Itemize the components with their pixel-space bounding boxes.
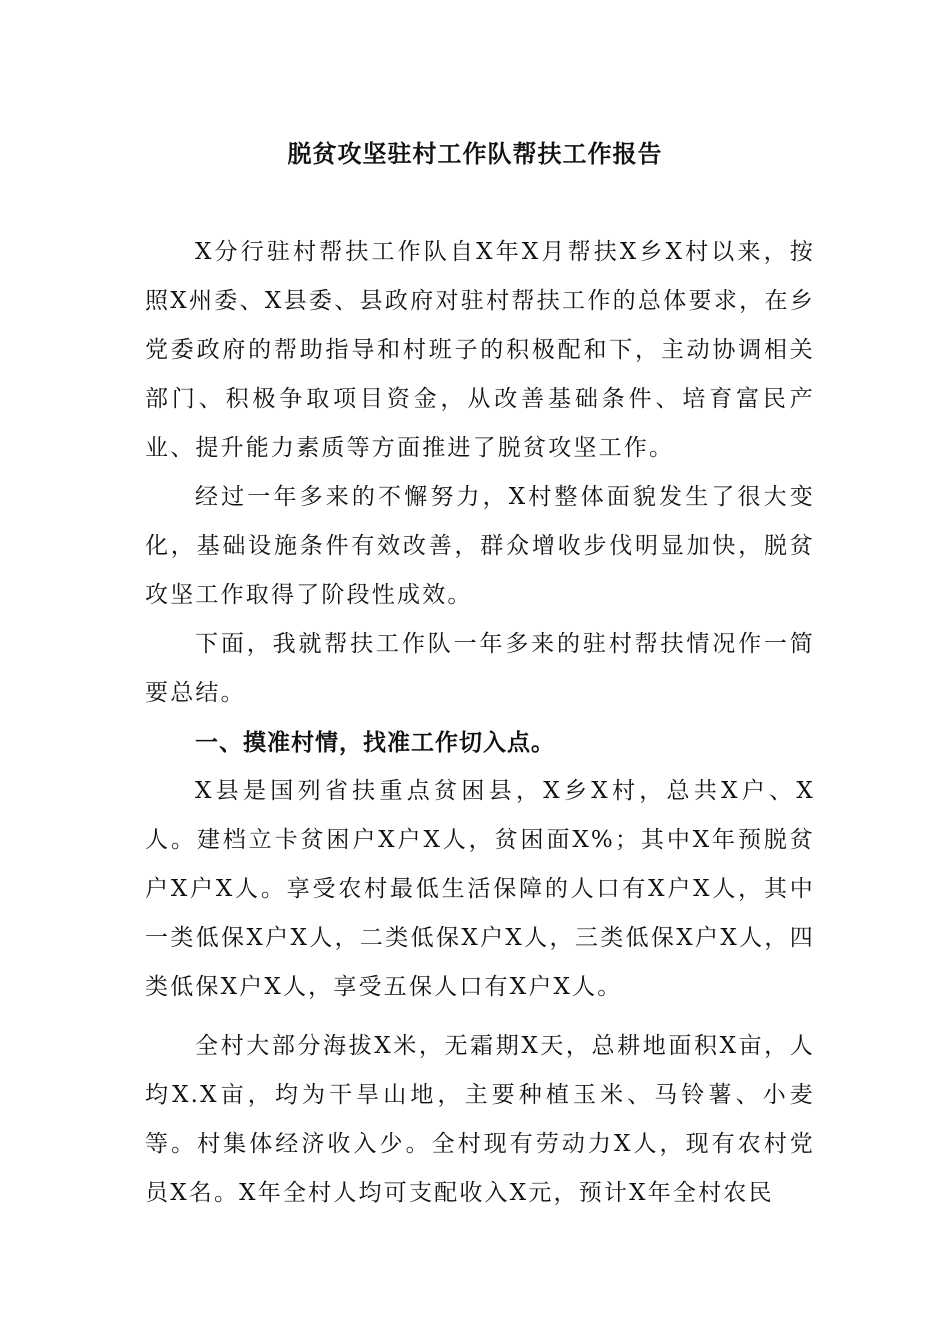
body-paragraph-village-conditions: 全村大部分海拔X米，无霜期X天，总耕地面积X亩，人均X.X亩，均为干旱山地，主要种植玉米、马铃薯、小麦等。村集体经济收入少。全村现有劳动力X人，现有农村党员X名。X年全村人均可支配收入X元，预计X年全村农民 (145, 1033, 815, 1206)
body-paragraph-results: 经过一年多来的不懈努力，X村整体面貌发生了很大变化，基础设施条件有效改善，群众增收步伐明显加快，脱贫攻坚工作取得了阶段性成效。 (145, 484, 815, 608)
body-paragraph-village-profile: X县是国列省扶重点贫困县，X乡X村，总共X户、X人。建档立卡贫困户X户X人，贫困面X%；其中X年预脱贫户X户X人。享受农村最低生活保障的人口有X户X人，其中一类低保X户X人，二类低保X户X人，三类低保X户X人，四类低保X户X人，享受五保人口有X户X人。 (145, 778, 815, 1000)
body-paragraph-summary: 下面，我就帮扶工作队一年多来的驻村帮扶情况作一简要总结。 (145, 631, 815, 706)
section-heading: 一、摸准村情，找准工作切入点。 (195, 729, 555, 756)
document-title: 脱贫攻坚驻村工作队帮扶工作报告 (287, 139, 663, 168)
body-paragraph-intro: X分行驻村帮扶工作队自X年X月帮扶X乡X村以来，按照X州委、X县委、县政府对驻村帮扶工作的总体要求，在乡党委政府的帮助指导和村班子的积极配和下，主动协调相关部门、积极争取项目资金，从改善基础条件、培育富民产业、提升能力素质等方面推进了脱贫攻坚工作。 (145, 239, 815, 461)
